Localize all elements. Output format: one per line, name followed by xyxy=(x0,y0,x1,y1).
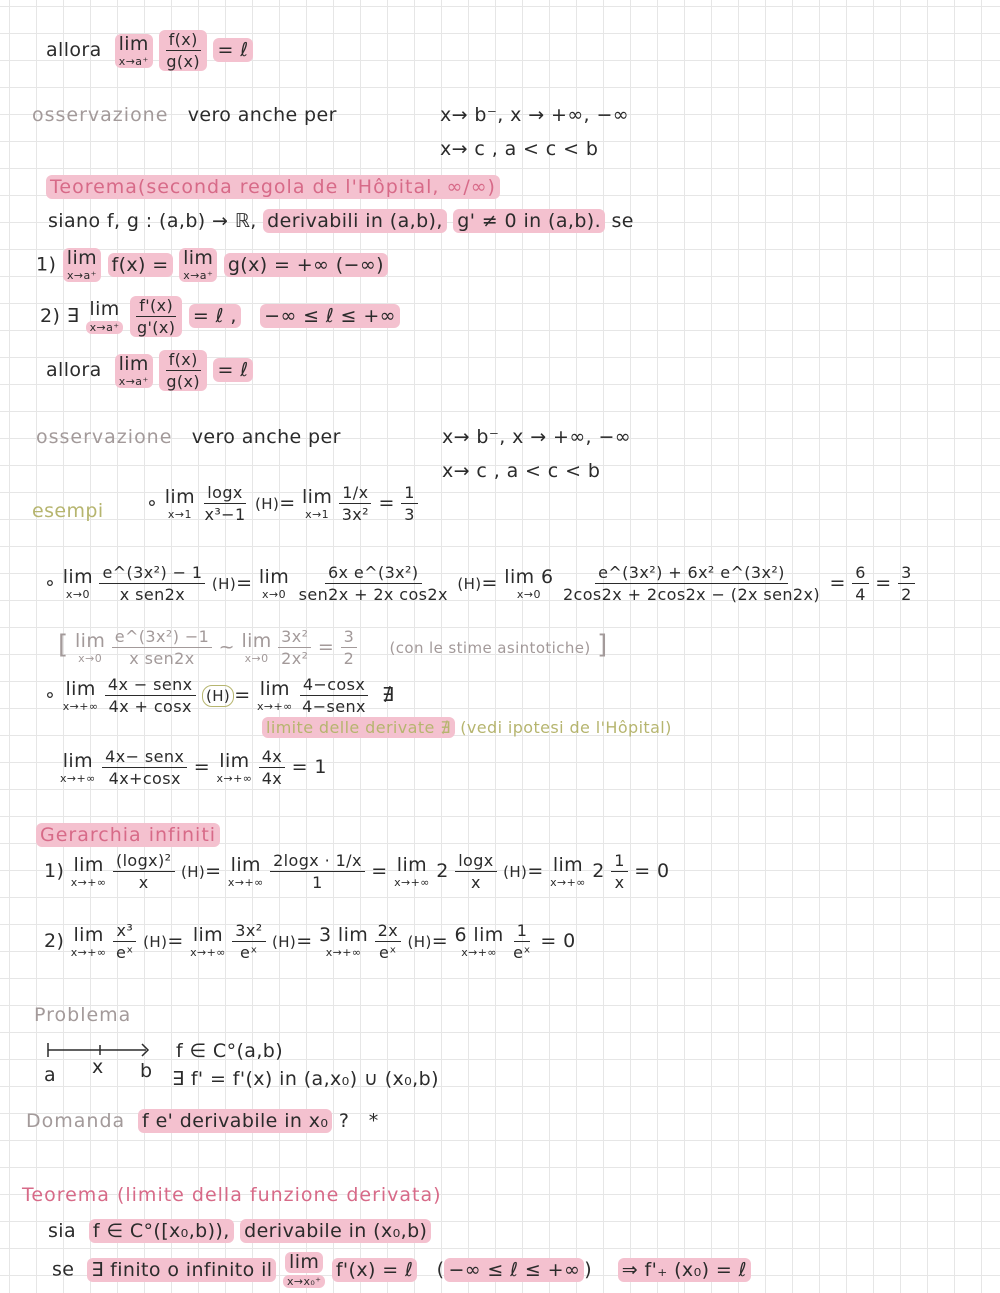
interval-label-x: x xyxy=(92,1056,104,1078)
fraction: $\frac{f(x)}{g(x)}$ xyxy=(159,30,207,71)
theorem-2-hypotheses: siano f, g : (a,b) → ℝ, derivabili in (a,b), g' ≠ 0 in (a,b). se xyxy=(48,210,634,232)
problem-line-2: ∃ f' = f'(x) in (a,x₀) ∪ (x₀,b) xyxy=(172,1068,439,1090)
hierarchy-title: Gerarchia infiniti xyxy=(36,826,220,845)
example-1: ∘ lim x→1 $\frac{\log x}{\text{x³−1}}$ (H)= lim x→1 $\frac{1/x}{\text{3x²}}$ = $\frac{1}{3}$ xyxy=(146,484,418,523)
example-2: ∘ lim x→0 $\frac{\text{e\textasciicircum{}(3x²) − 1}}{\text{x sen2x}}$ (H)= lim x→0 $\frac{\text{6x e\textasciicircum{}(3x²)}}{\text{sen2x + 2x cos2x}}$ (H)= lim 6 x→0 $\frac{\text{e\textasciicircum{}(3x²) + 6x² e\textasciicircum{}(3x²)}}{\text{2cos2x + 2cos2x − (2x sen2x)}}$ = $\frac{6}{4}$ = $\frac{3}{2}$ xyxy=(44,564,915,603)
fraction: $\frac{f(x)}{g(x)}$ xyxy=(159,350,207,391)
limit: lim x→a⁺ xyxy=(115,354,153,388)
limit: lim x→a⁺ xyxy=(86,300,124,334)
observation-2-cases-1: x→ b⁻, x → +∞, −∞ xyxy=(442,426,631,448)
question: Domanda f e' derivabile in x₀ ? * xyxy=(26,1110,379,1132)
fraction: $\frac{f'(x)}{g'(x)}$ xyxy=(130,296,183,337)
theorem-3-title: Teorema (limite della funzione derivata) xyxy=(22,1184,442,1206)
limit: lim x→a⁺ xyxy=(63,248,101,282)
examples-label: esempi xyxy=(32,500,104,522)
theorem-3-line-2: se ∃ finito o infinito il lim x→x₀⁺ f'(x) = ℓ ( −∞ ≤ ℓ ≤ +∞ ) ⇒ f'₊ (x₀) = ℓ xyxy=(52,1252,751,1288)
example-2-asymptotic: [ lim x→0 $\frac{\text{e\textasciicircum{}(3x²) −1}}{\text{x sen2x}}$ ~ lim x→0 $\frac{\text{3x²}}{\text{2x²}}$ = $\frac{3}{2}$ (con le stime asintotiche) ] xyxy=(58,627,608,668)
example-3: ∘ lim x→+∞ $\frac{\text{4x − senx}}{4x + \cos x}$ (H) = lim x→+∞ $\frac{4-\cos x}{\text{4−senx}}$ ∄ xyxy=(44,675,395,716)
hierarchy-2: 2) lim x→+∞ $\frac{\text{x³}}{\text{eˣ}}$ (H)= lim x→+∞ $\frac{\text{3x²}}{\text{eˣ}}$ (H)= 3 lim x→+∞ $\frac{2x}{\text{eˣ}}$ (H)= 6 lim x→+∞ $\frac{1}{\text{eˣ}}$ = 0 xyxy=(44,921,576,962)
equals-l: = ℓ xyxy=(213,38,252,62)
theorem-2-conclusion: allora lim x→a⁺ $\frac{f(x)}{g(x)}$ = ℓ xyxy=(46,350,253,391)
observation-label: osservazione xyxy=(32,104,169,126)
interval-label-b: b xyxy=(140,1060,153,1082)
allora-text: allora xyxy=(46,39,102,62)
limit: lim x→a⁺ xyxy=(115,34,153,68)
theorem-3-line-1: sia f ∈ C°([x₀,b)), derivabile in (x₀,b) xyxy=(48,1222,431,1241)
problem-title: Problema xyxy=(34,1004,132,1026)
theorem-2-condition-1: 1) lim x→a⁺ f(x) = lim x→a⁺ g(x) = +∞ (−∞) xyxy=(36,248,388,282)
example-3-note: limite delle derivate ∄ (vedi ipotesi de l'Hôpital) xyxy=(262,720,672,736)
theorem-2-condition-2: 2) ∃ lim x→a⁺ $\frac{f'(x)}{g'(x)}$ = ℓ , −∞ ≤ ℓ ≤ +∞ xyxy=(40,296,400,337)
observation-1-cases-1: x→ b⁻, x → +∞, −∞ xyxy=(440,104,629,126)
observation-1 xyxy=(32,106,337,125)
limit: lim x→a⁺ xyxy=(179,248,217,282)
observation-2-cases-2: x→ c , a < c < b xyxy=(442,460,601,482)
hierarchy-1: 1) lim x→+∞ $\frac{\text{(logx)²}}{x}$ (H)= lim x→+∞ $\frac{2\log x \cdot 1/x}{1}$ = lim x→+∞ 2 $\frac{\log x}{x}$ (H)= lim x→+∞ 2 $\frac{1}{x}$ = 0 xyxy=(44,851,670,892)
top-conclusion xyxy=(46,30,253,71)
observation-1-cases-2: x→ c , a < c < b xyxy=(440,138,599,160)
interval-label-a: a xyxy=(44,1064,57,1086)
problem-line-1: f ∈ C°(a,b) xyxy=(176,1040,284,1062)
example-4: lim x→+∞ $\frac{\text{4x− senx}}{4x+\cos x}$ = lim x→+∞ $\frac{4x}{4x}$ = 1 xyxy=(60,747,327,788)
observation-text: vero anche per xyxy=(187,104,337,126)
theorem-2-title: Teorema(seconda regola de l'Hôpital, ∞/∞) xyxy=(46,178,500,197)
observation-2: osservazione vero anche per xyxy=(36,426,341,448)
